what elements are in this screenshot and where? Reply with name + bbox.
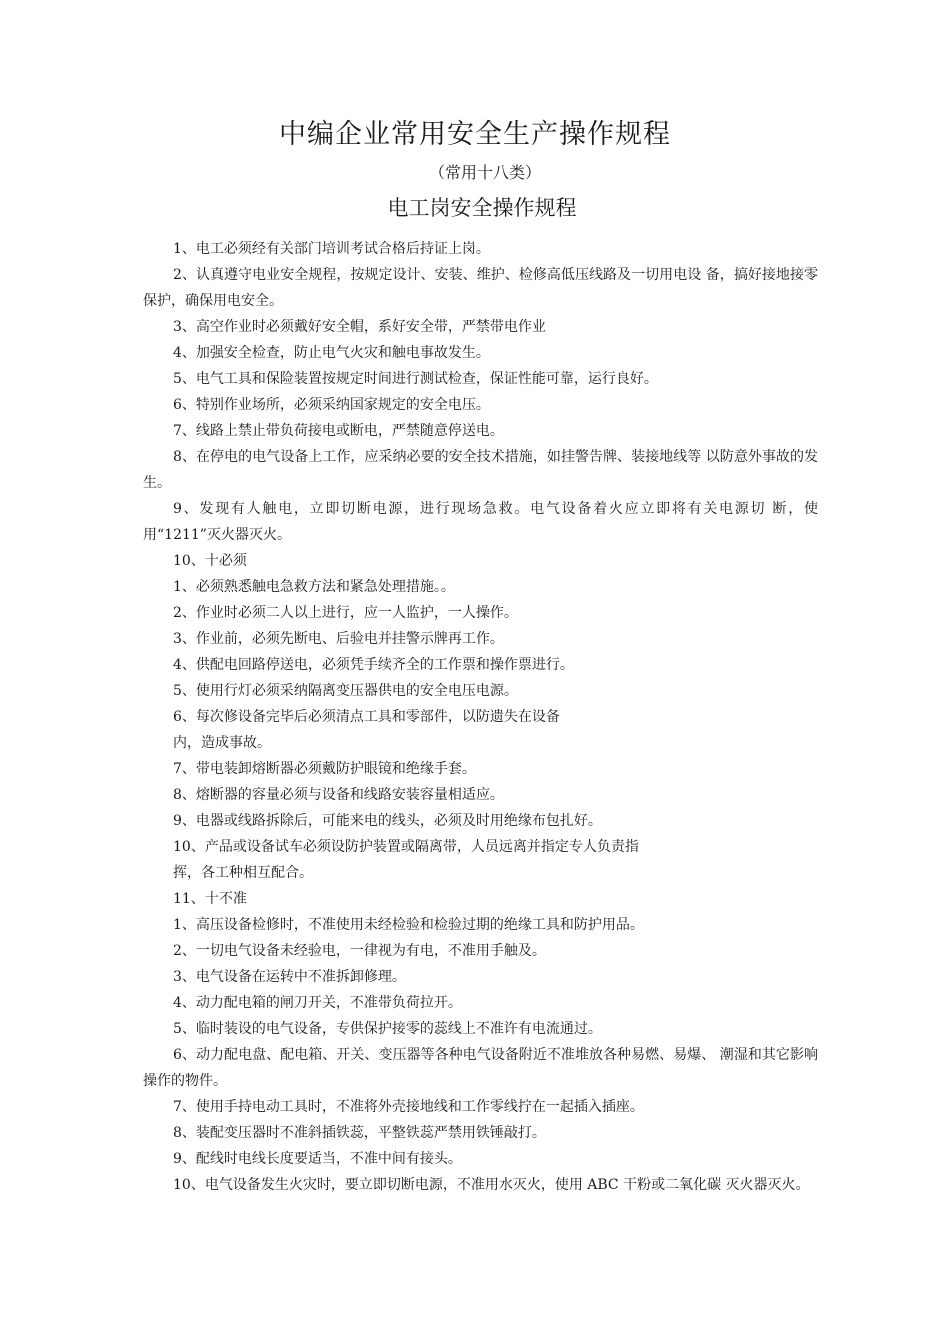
paragraph: 5、临时装设的电气设备，专供保护接零的蕊线上不准许有电流通过。 xyxy=(173,1021,602,1037)
paragraph: 5、使用行灯必须采纳隔离变压器供电的安全电压电源。 xyxy=(173,683,518,699)
document-body xyxy=(143,236,818,1198)
paragraph: 10、电气设备发生火灾时，要立即切断电源，不准用水灭火，使用 ABC 干粉或二氧化碳 灭火器灭火。 xyxy=(173,1177,810,1193)
paragraph: 7、带电装卸熔断器必须戴防护眼镜和绝缘手套。 xyxy=(173,761,476,777)
paragraph: 7、线路上禁止带负荷接电或断电，严禁随意停送电。 xyxy=(173,423,504,439)
paragraph: 1、必须熟悉触电急救方法和紧急处理措施。。 xyxy=(173,579,455,595)
paragraph: 9、配线时电线长度要适当，不准中间有接头。 xyxy=(173,1151,462,1167)
paragraph: 9、发现有人触电，立即切断电源，进行现场急救。电气设备着火应立即将有关电源切 断，使用“1211”灭火器灭火。 xyxy=(143,501,818,543)
paragraph: 4、供配电回路停送电，必须凭手续齐全的工作票和操作票进行。 xyxy=(173,657,574,673)
paragraph: 挥，各工种相互配合。 xyxy=(173,865,313,881)
paragraph: 6、每次修设备完毕后必须清点工具和零部件，以防遗失在设备 xyxy=(173,709,560,725)
paragraph: 1、电工必须经有关部门培训考试合格后持证上岗。 xyxy=(173,241,490,257)
paragraph: 3、电气设备在运转中不准拆卸修理。 xyxy=(173,969,406,985)
paragraph: 5、电气工具和保险装置按规定时间进行测试检查，保证性能可靠，运行良好。 xyxy=(173,371,658,387)
paragraph: 10、十必须 xyxy=(173,553,247,569)
paragraph: 8、在停电的电气设备上工作，应采纳必要的安全技术措施，如挂警告牌、装接地线等 以防意外事故的发生。 xyxy=(143,449,818,491)
paragraph: 2、作业时必须二人以上进行，应一人监护，一人操作。 xyxy=(173,605,518,621)
paragraph: 2、认真遵守电业安全规程，按规定设计、安装、维护、检修高低压线路及一切用电设 备，搞好接地接零保护，确保用电安全。 xyxy=(143,267,818,309)
paragraph: 6、特别作业场所，必须采纳国家规定的安全电压。 xyxy=(173,397,490,413)
section-title: 电工岗安全操作规程 xyxy=(387,196,577,220)
paragraph: 11、十不准 xyxy=(173,891,247,907)
paragraph: 4、加强安全检查，防止电气火灾和触电事故发生。 xyxy=(173,345,490,361)
paragraph: 3、高空作业时必须戴好安全帽，系好安全带，严禁带电作业 xyxy=(173,319,546,335)
paragraph: 9、电器或线路拆除后，可能来电的线头，必须及时用绝缘布包扎好。 xyxy=(173,813,602,829)
paragraph: 8、熔断器的容量必须与设备和线路安装容量相适应。 xyxy=(173,787,504,803)
paragraph: 4、动力配电箱的闸刀开关，不准带负荷拉开。 xyxy=(173,995,462,1011)
paragraph: 7、使用手持电动工具时，不准将外壳接地线和工作零线拧在一起插入插座。 xyxy=(173,1099,644,1115)
paragraph: 内，造成事故。 xyxy=(173,735,271,751)
paragraph: 3、作业前，必须先断电、后验电并挂警示牌再工作。 xyxy=(173,631,504,647)
document-subtitle: （常用十八类） xyxy=(428,163,541,182)
document-title: 中编企业常用安全生产操作规程 xyxy=(279,119,671,150)
paragraph: 6、动力配电盘、配电箱、开关、变压器等各种电气设备附近不准堆放各种易燃、易爆、 潮湿和其它影响操作的物件。 xyxy=(143,1047,818,1089)
paragraph: 8、装配变压器时不准斜插铁蕊，平整铁蕊严禁用铁锤敲打。 xyxy=(173,1125,546,1141)
paragraph: 10、产品或设备试车必须设防护装置或隔离带，人员远离并指定专人负责指 xyxy=(173,839,639,855)
paragraph: 1、高压设备检修时，不准使用未经检验和检验过期的绝缘工具和防护用品。 xyxy=(173,917,644,933)
paragraph: 2、一切电气设备未经验电，一律视为有电，不准用手触及。 xyxy=(173,943,546,959)
